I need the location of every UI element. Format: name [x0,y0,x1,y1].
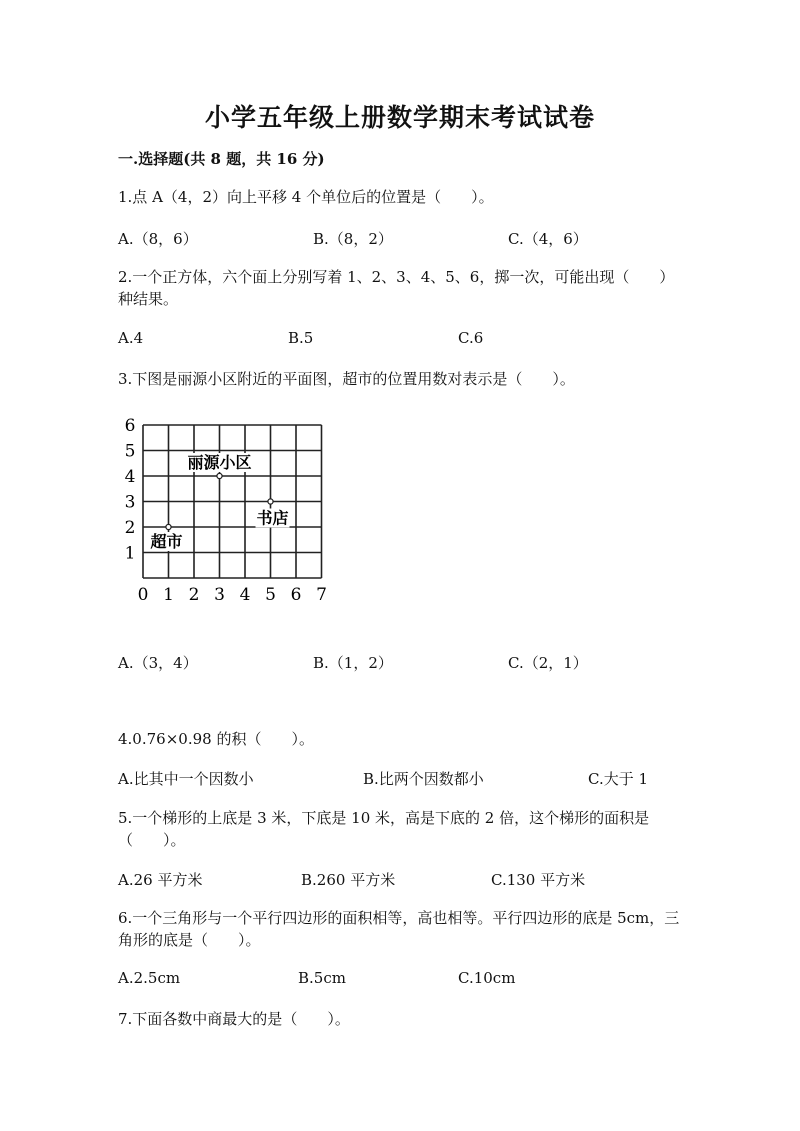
x-tick-label: 6 [290,585,302,605]
question-7: 7.下面各数中商最大的是（ ）。 [118,1010,350,1028]
question-1: 1.点 A（4，2）向上平移 4 个单位后的位置是（ ）。 [118,188,494,206]
question-3: 3.下图是丽源小区附近的平面图，超市的位置用数对表示是（ ）。 [118,370,575,388]
q2-option-c: C.6 [458,329,484,347]
q4-option-b: B.比两个因数都小 [363,770,484,788]
q1-option-a: A.（8，6） [118,230,198,248]
q3-option-a: A.（3，4） [118,654,198,672]
place-point [166,524,171,529]
location-map [118,415,348,615]
place-label: 丽源小区 [187,453,252,472]
question-5: 5.一个梯形的上底是 3 米，下底是 10 米，高是下底的 2 倍，这个梯形的面积是（ ）。 [118,809,650,849]
x-tick-label: 7 [316,585,327,605]
q6-option-a: A.2.5cm [118,969,181,987]
place-point [217,473,222,478]
question-4: 4.0.76×0.98 的积（ ）。 [118,730,314,748]
q1-option-b: B.（8，2） [313,230,393,248]
question-2: 2.一个正方体，六个面上分别写着 1、2、3、4、5、6，掷一次，可能出现（ ）种结果。 [118,268,675,308]
q1-option-c: C.（4，6） [508,230,588,248]
q5-option-c: C.130 平方米 [491,871,586,889]
x-tick-label: 2 [188,585,200,605]
question-6: 6.一个三角形与一个平行四边形的面积相等，高也相等。平行四边形的底是 5cm，三角形的底是（ ）。 [118,909,680,949]
q6-option-c: C.10cm [458,969,516,987]
q6-option-b: B.5cm [298,969,346,987]
x-tick-label: 5 [265,585,276,605]
y-tick-label: 2 [124,518,136,538]
q4-option-c: C.大于 1 [588,770,649,788]
q2-option-b: B.5 [288,329,314,347]
q5-option-b: B.260 平方米 [301,871,396,889]
section-heading: 一.选择题(共 8 题，共 16 分) [118,150,325,168]
y-tick-label: 4 [124,467,136,487]
q2-option-a: A.4 [118,329,144,347]
y-tick-label: 6 [124,416,136,436]
y-tick-label: 3 [124,492,136,513]
y-tick-label: 1 [124,543,136,564]
x-tick-label: 0 [137,585,149,605]
place-label: 书店 [256,508,289,528]
place-point [268,499,273,504]
y-tick-label: 5 [124,441,136,462]
x-tick-label: 3 [214,585,225,605]
q4-option-a: A.比其中一个因数小 [118,770,254,788]
q3-option-b: B.（1，2） [313,654,393,672]
x-tick-label: 1 [163,585,174,605]
place-label: 超市 [150,532,183,551]
q5-option-a: A.26 平方米 [118,871,203,889]
page-title: 小学五年级上册数学期末考试试卷 [204,103,595,132]
q3-option-c: C.（2，1） [508,654,588,672]
x-tick-label: 4 [239,585,251,605]
